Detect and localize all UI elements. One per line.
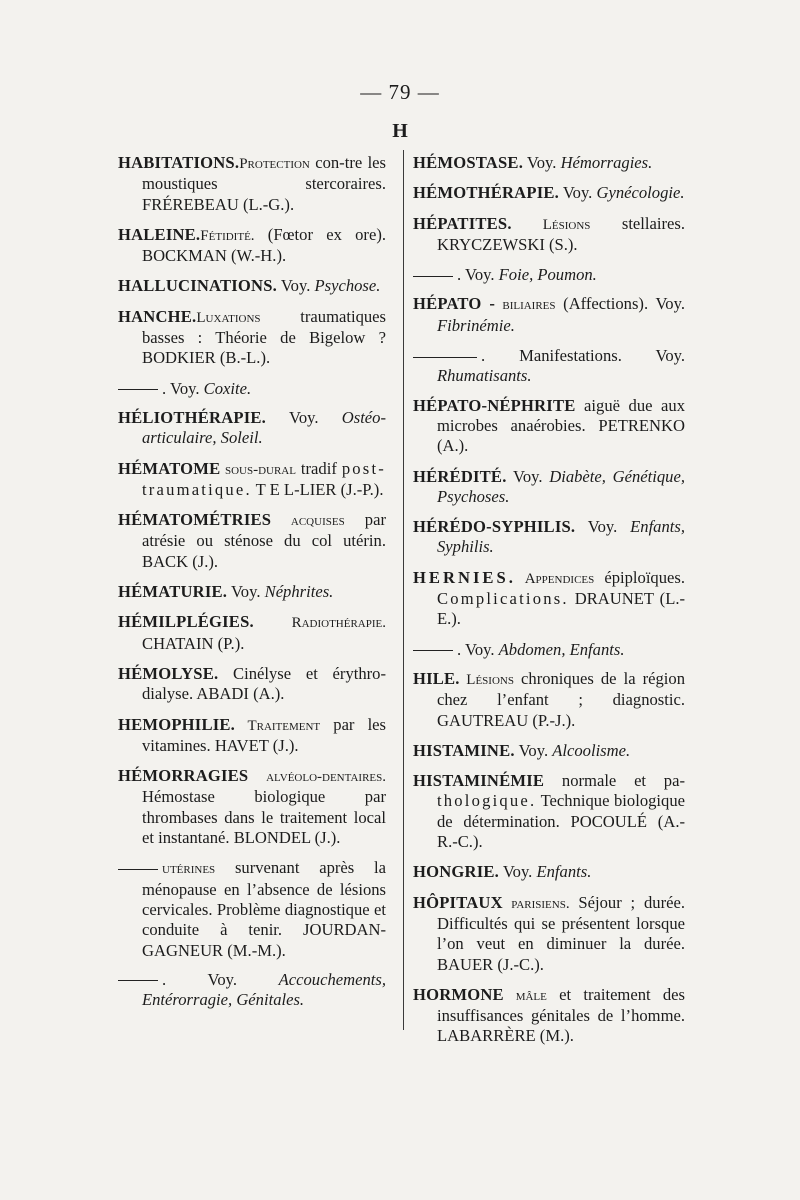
entry-heading: HÉMILPLÉGIES.: [118, 612, 254, 632]
entry-text: CHATAIN (P.).: [142, 633, 245, 653]
entry-text: aiguë due aux microbes anaérobies. PETRENKO (A.).: [437, 395, 685, 456]
entry-text: . Manifestations. Voy.: [481, 346, 685, 366]
column-divider: [403, 150, 404, 1030]
entry-reference: Fibrinémie.: [437, 315, 515, 335]
entry-text: Voy.: [266, 407, 342, 427]
index-entry: [413, 669, 685, 731]
left-column: [118, 153, 386, 1019]
entry-text: chroniques de la région chez l’enfant ; diagnostic. GAUTREAU (P.-J.).: [437, 668, 686, 730]
entry-subheading: sous-dural: [220, 461, 296, 478]
entry-heading: HÉMORRAGIES: [118, 766, 249, 786]
index-entry: [413, 893, 685, 975]
entry-text: con-tre les moustiques stercoraires. FRÉREBEAU (L.-G.).: [142, 153, 386, 214]
entry-reference: Psychose.: [314, 276, 381, 296]
entry-reference: Accouchements, Entérorragie, Génitales.: [142, 969, 386, 1010]
entry-subheading: Fétidité.: [200, 227, 255, 244]
entry-subheading: Radiothérapie.: [253, 615, 386, 632]
index-entry: [413, 985, 685, 1047]
index-entry: [413, 862, 685, 882]
entry-heading: HISTAMINÉMIE: [413, 771, 545, 791]
entry-subheading: alvéolo-dentaires.: [248, 769, 386, 786]
index-entry: [118, 664, 386, 705]
entry-heading: HÉRÉDITÉ.: [413, 466, 507, 486]
ditto-dash: [413, 650, 453, 651]
index-entry: [118, 858, 386, 960]
entry-text: Cinélyse et érythro-dialyse. ABADI (A.).: [142, 663, 386, 704]
entry-reference: Ostéo-articulaire, Soleil.: [142, 407, 386, 448]
section-letter: H: [392, 120, 408, 142]
entry-text: . Voy.: [457, 639, 499, 659]
index-entry: [118, 766, 386, 848]
entry-heading: HABITATIONS.: [118, 153, 240, 172]
entry-heading: HÉRÉDO-SYPHILIS.: [413, 517, 576, 537]
entry-reference: Abdomen, Enfants.: [498, 639, 625, 659]
entry-text: DRAUNET (L.-E.).: [437, 589, 685, 629]
entry-subheading: Appendices: [515, 570, 595, 587]
entry-reference: Néphrites.: [264, 582, 334, 602]
index-entry: [118, 970, 386, 1011]
entry-subheading: parisiens.: [502, 895, 570, 912]
entry-reference: Coxite.: [203, 378, 252, 398]
entry-text: Séjour ; durée. Difficultés qui se présentent lorsque l’on veut en diminuer la durée. BAUER (J.-C.).: [437, 892, 685, 974]
entry-heading: HALLUCINATIONS.: [118, 276, 277, 296]
index-entry: [413, 568, 685, 630]
entry-reference: Gynécologie.: [596, 183, 685, 203]
entry-heading: HÉPATO -: [413, 294, 496, 314]
entry-subheading: Protection: [239, 156, 310, 172]
right-column: [413, 153, 685, 1057]
entry-heading: HÉLIOTHÉRAPIE.: [118, 407, 267, 427]
index-entry: [413, 741, 685, 761]
page-number: — 79 —: [360, 80, 440, 104]
entry-heading: HÉMOSTASE.: [413, 153, 524, 172]
index-entry: [118, 612, 386, 654]
entry-heading: HANCHE.: [118, 306, 197, 326]
entry-subheading: Lésions: [511, 216, 591, 233]
entry-heading: HORMONE: [413, 984, 504, 1004]
entry-text: (Affections). Voy.: [555, 294, 685, 314]
entry-text: Voy.: [514, 740, 553, 760]
entry-reference: Enfants, Syphilis.: [437, 517, 685, 557]
index-entry: [118, 276, 386, 296]
ditto-dash: [118, 980, 158, 981]
index-entry: [413, 396, 685, 457]
entry-subheading: Luxations: [196, 309, 261, 326]
index-entry: [413, 771, 685, 852]
entry-heading: HISTAMINE.: [413, 740, 515, 760]
entry-heading: HÔPITAUX: [413, 892, 503, 912]
entry-reference: Hémorragies.: [560, 153, 653, 172]
entry-text: tradif: [295, 458, 342, 478]
index-entry: [118, 582, 386, 602]
entry-text: Voy.: [558, 183, 597, 203]
entry-subheading: acquises: [271, 513, 345, 530]
index-entry: [118, 379, 386, 399]
entry-text: Voy.: [575, 517, 631, 537]
entry-heading: HÉPATITES.: [413, 213, 512, 233]
entry-text: Technique biologique de détermination. POCOULÉ (A.-R.-C.).: [437, 791, 685, 852]
entry-heading: HERNIES.: [413, 567, 516, 587]
entry-heading: HÉMOTHÉRAPIE.: [413, 183, 559, 203]
entry-text: . Voy.: [457, 265, 499, 285]
entry-heading: HALEINE.: [118, 224, 201, 244]
entry-heading: HÉMATURIE.: [118, 582, 228, 602]
entry-text: Voy.: [523, 153, 561, 172]
entry-text: par les vitamines. HAVET (J.).: [142, 714, 387, 755]
entry-text: . Voy.: [162, 378, 204, 398]
index-entry: [413, 346, 685, 387]
entry-heading: HONGRIE.: [413, 862, 499, 882]
index-entry: [118, 225, 386, 267]
index-entry: [118, 715, 386, 757]
entry-text: et traitement des insuffisances génitales de l’homme. LABARRÈRE (M.).: [437, 984, 685, 1046]
index-entry: [118, 153, 386, 215]
entry-heading: HÉMATOME: [118, 458, 221, 478]
index-entry: [413, 517, 685, 558]
index-entry: [413, 153, 685, 173]
index-entry: [118, 307, 386, 369]
ditto-dash: [118, 389, 158, 390]
entry-text: Voy.: [227, 582, 265, 602]
entry-text: Hémostase biologique par thrombases dans le traitement local et instantané. BLONDEL (J.).: [142, 787, 386, 848]
entry-subheading: Traitement: [235, 717, 321, 734]
index-entry: [413, 640, 685, 660]
entry-reference: Rhumatisants.: [437, 366, 532, 386]
index-entry: [118, 408, 386, 449]
entry-heading: HÉMOLYSE.: [118, 663, 219, 683]
ditto-dash: [413, 357, 477, 358]
index-entry: [413, 183, 685, 203]
index-entry: [413, 467, 685, 508]
entry-text: Voy.: [498, 862, 537, 882]
ditto-dash: [118, 869, 158, 870]
entry-text: . Voy.: [162, 969, 279, 989]
entry-text: épiploïques.: [594, 567, 685, 587]
entry-reference: Diabète, Génétique, Psychoses.: [437, 466, 685, 506]
entry-subheading: mâle: [503, 987, 547, 1004]
entry-reference: Alcoolisme.: [552, 740, 631, 760]
entry-subheading: Lésions: [459, 671, 514, 688]
entry-subheading: biliaires: [495, 297, 556, 314]
entry-text: Voy.: [506, 466, 550, 486]
entry-reference: Enfants.: [536, 862, 592, 882]
entry-reference: Foie, Poumon.: [498, 265, 597, 285]
entry-spaced-text: Complications.: [437, 589, 569, 609]
ditto-dash: [413, 276, 453, 277]
entry-subheading: utérines: [162, 861, 216, 878]
entry-heading: HEMOPHILIE.: [118, 714, 235, 734]
entry-spaced-text: thologique.: [437, 791, 537, 811]
index-entry: [413, 265, 685, 285]
entry-text: par atrésie ou sténose du col utérin. BACK (J.).: [142, 510, 386, 571]
entry-text: T E L-LIER (J.-P.).: [251, 479, 384, 499]
index-entry: [413, 294, 685, 336]
entry-heading: HÉMATOMÉTRIES: [118, 510, 272, 530]
index-entry: [118, 459, 386, 501]
entry-heading: HÉPATO-NÉPHRITE: [413, 395, 576, 415]
entry-text: normale et pa-: [544, 771, 685, 791]
index-entry: [118, 510, 386, 572]
entry-text: stellaires. KRYCZEWSKI (S.).: [437, 213, 685, 254]
entry-heading: HILE.: [413, 668, 460, 688]
entry-text: (Fœtor ex ore). BOCKMAN (W.-H.).: [142, 224, 386, 266]
entry-text: Voy.: [276, 276, 315, 296]
entry-text: survenant après la ménopause en l’absence de lésions cervicales. Problème diagnostique et conduite à tenir. JOURDAN-GAGNEUR (M.-M.).: [142, 858, 386, 960]
entry-spaced-text: post-traumatique.: [142, 458, 386, 499]
entry-text: traumatiques basses : Théorie de Bigelow ? BODKIER (B.-L.).: [142, 306, 386, 368]
index-entry: [413, 214, 685, 256]
